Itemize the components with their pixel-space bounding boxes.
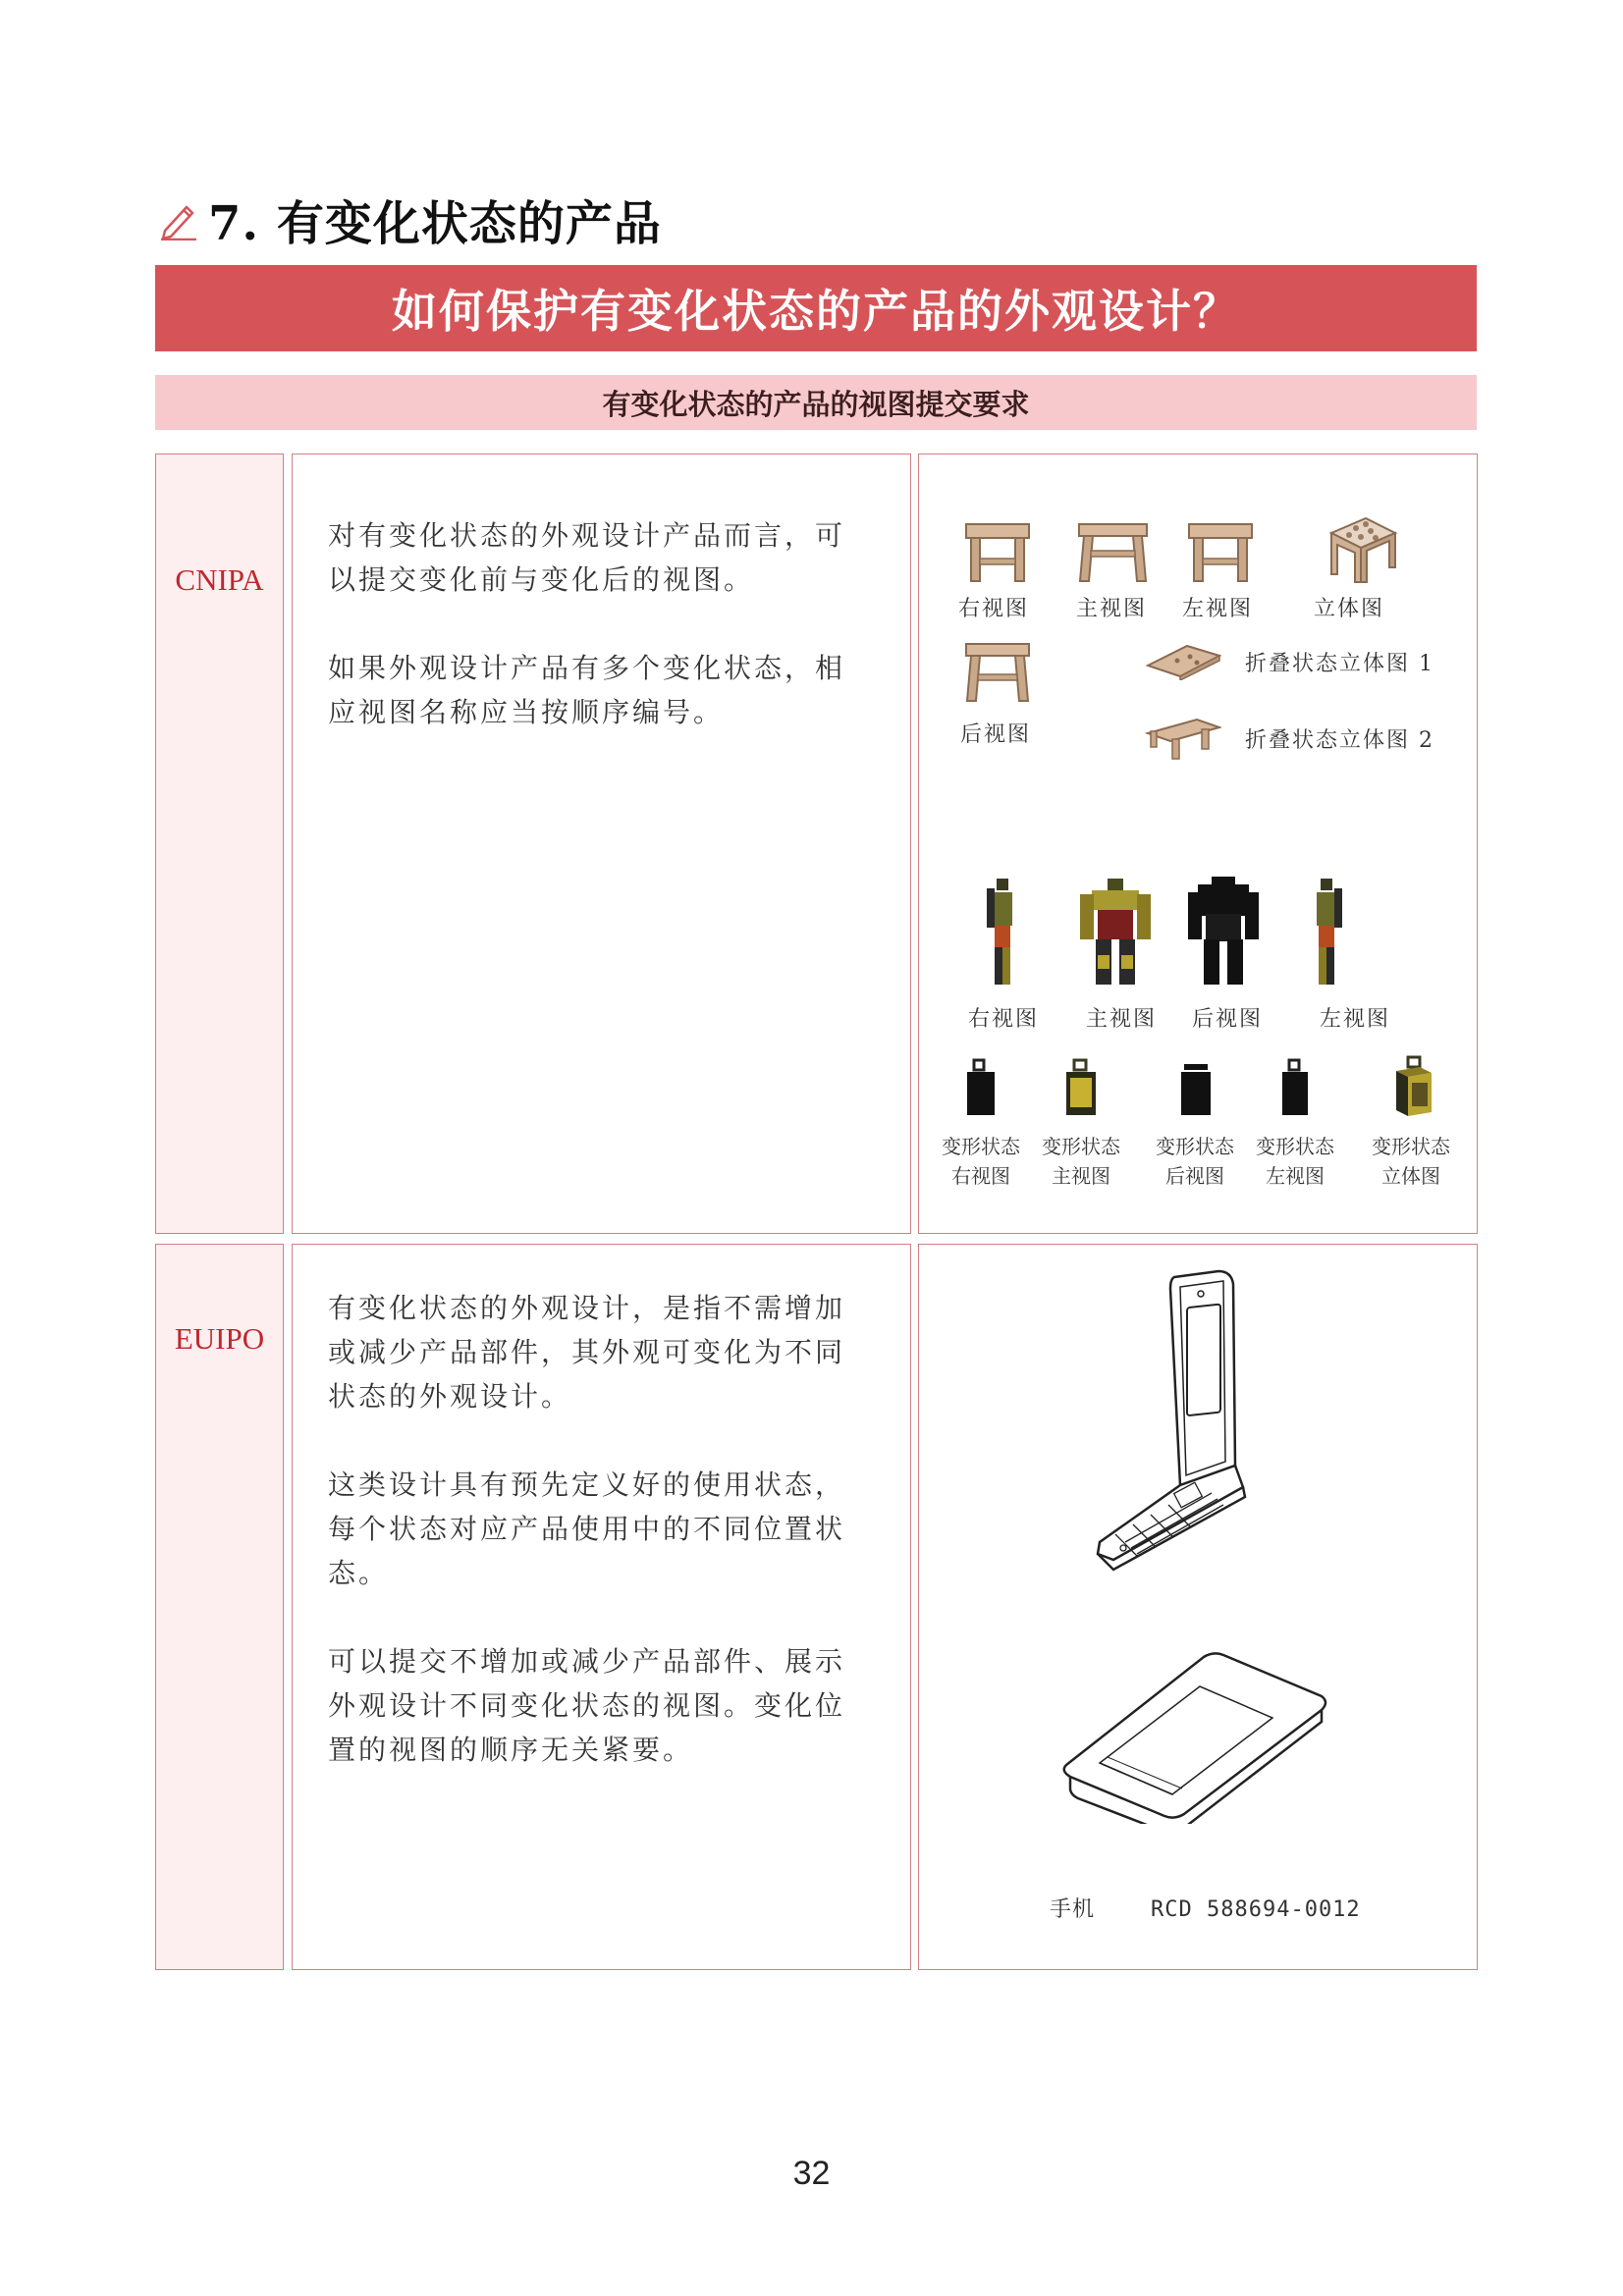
cnipa-paragraph-2: 如果外观设计产品有多个变化状态，相应视图名称应当按顺序编号。 bbox=[328, 652, 846, 728]
robot-back-view-image bbox=[1184, 877, 1263, 989]
stool-caption-front: 主视图 bbox=[1076, 597, 1148, 621]
stool-caption-left: 左视图 bbox=[1182, 597, 1254, 621]
transformed-left-view-image bbox=[1274, 1058, 1314, 1119]
stool-caption-folded-2: 折叠状态立体图 2 bbox=[1245, 728, 1434, 753]
transformed-right-view-image bbox=[961, 1058, 1001, 1119]
stool-caption-perspective: 立体图 bbox=[1314, 597, 1385, 621]
transformed-caption-back: 变形状态 后视图 bbox=[1156, 1135, 1234, 1188]
transformed-back-view-image bbox=[1176, 1058, 1216, 1119]
stool-folded-1-image bbox=[1143, 641, 1221, 680]
robot-caption-right: 右视图 bbox=[968, 1007, 1040, 1032]
stool-caption-folded-1: 折叠状态立体图 1 bbox=[1245, 652, 1434, 676]
cnipa-image-cell bbox=[918, 454, 1478, 1234]
phone-open-image bbox=[1086, 1269, 1312, 1603]
stool-left-view-image bbox=[1186, 521, 1255, 585]
robot-front-view-image bbox=[1076, 877, 1155, 989]
euipo-paragraph-2: 这类设计具有预先定义好的使用状态，每个状态对应产品使用中的不同位置状态。 bbox=[328, 1468, 846, 1589]
transformed-caption-front: 变形状态 主视图 bbox=[1042, 1135, 1120, 1188]
cnipa-text-cell bbox=[292, 454, 911, 1234]
euipo-text-cell bbox=[292, 1244, 911, 1970]
office-label-euipo: EUIPO bbox=[174, 1321, 265, 1356]
section-title: 7. 有变化状态的产品 bbox=[208, 195, 662, 251]
subtitle-banner: 有变化状态的产品的视图提交要求 bbox=[155, 375, 1477, 430]
section-heading bbox=[157, 185, 662, 253]
stool-back-view-image bbox=[963, 641, 1032, 705]
stool-caption-right: 右视图 bbox=[958, 597, 1030, 621]
transformed-caption-perspective: 变形状态 立体图 bbox=[1372, 1135, 1450, 1188]
euipo-paragraph-3: 可以提交不增加或减少产品部件、展示外观设计不同变化状态的视图。变化位置的视图的顺序无关紧要。 bbox=[328, 1645, 846, 1766]
pencil-icon bbox=[157, 197, 200, 240]
robot-caption-left: 左视图 bbox=[1320, 1007, 1391, 1032]
transformed-front-view-image bbox=[1061, 1058, 1101, 1119]
stool-right-view-image bbox=[963, 521, 1032, 585]
phone-caption: 手机 RCD 588694-0012 bbox=[1050, 1897, 1361, 1922]
euipo-image-cell bbox=[918, 1244, 1478, 1970]
transformed-caption-left: 变形状态 左视图 bbox=[1256, 1135, 1334, 1188]
transformed-perspective-view-image bbox=[1390, 1055, 1437, 1120]
robot-caption-back: 后视图 bbox=[1192, 1007, 1264, 1032]
euipo-paragraph-1: 有变化状态的外观设计，是指不需增加或减少产品部件，其外观可变化为不同状态的外观设计。 bbox=[328, 1292, 846, 1413]
transformed-caption-right: 变形状态 右视图 bbox=[942, 1135, 1020, 1188]
title-banner: 如何保护有变化状态的产品的外观设计？ bbox=[155, 265, 1477, 351]
stool-caption-back: 后视图 bbox=[960, 722, 1032, 747]
robot-right-view-image bbox=[983, 877, 1022, 989]
cnipa-label-cell bbox=[155, 454, 284, 1234]
page-number: 32 bbox=[792, 2155, 831, 2192]
euipo-label-cell bbox=[155, 1244, 284, 1970]
robot-caption-front: 主视图 bbox=[1086, 1007, 1158, 1032]
cnipa-paragraph-1: 对有变化状态的外观设计产品而言，可以提交变化前与变化后的视图。 bbox=[328, 519, 846, 596]
office-label-cnipa: CNIPA bbox=[175, 562, 264, 597]
stool-perspective-view-image bbox=[1322, 513, 1400, 587]
stool-folded-2-image bbox=[1143, 712, 1221, 761]
stool-front-view-image bbox=[1076, 521, 1150, 585]
robot-left-view-image bbox=[1307, 877, 1346, 989]
phone-closed-image bbox=[1056, 1647, 1331, 1824]
